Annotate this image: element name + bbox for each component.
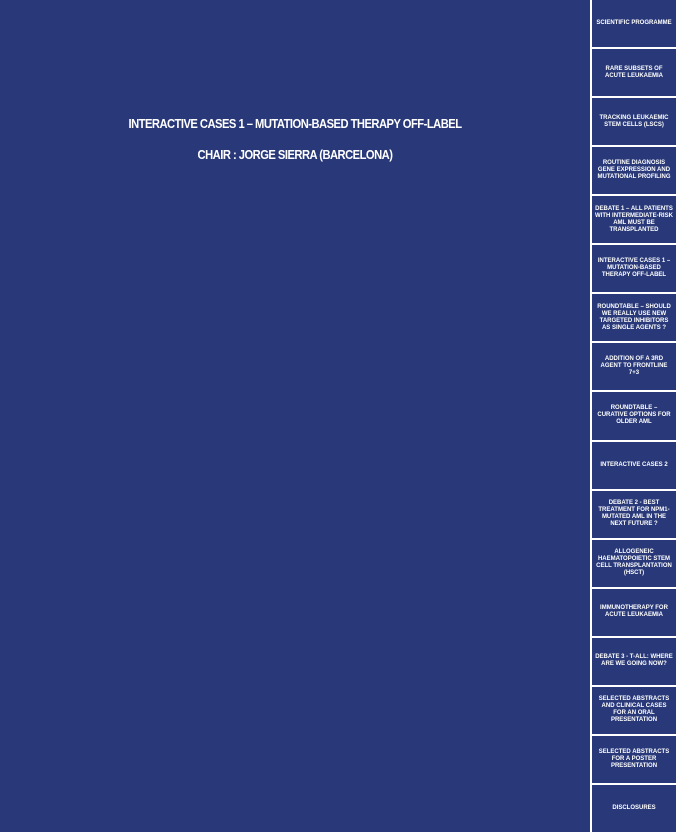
programme-sidebar (592, 0, 676, 832)
sidebar-item-allogeneic-hsct[interactable] (592, 540, 676, 587)
sidebar-item-roundtable-older-aml[interactable] (592, 392, 676, 439)
sidebar-item-debate-1[interactable] (592, 196, 676, 243)
sidebar-item-roundtable-targeted-inhibitors[interactable] (592, 294, 676, 341)
sidebar-item-debate-2[interactable] (592, 491, 676, 538)
sidebar-item-tracking-lscs[interactable] (592, 98, 676, 145)
sidebar-item-selected-abstracts-poster[interactable] (592, 736, 676, 783)
sidebar-item-debate-3[interactable] (592, 638, 676, 685)
sidebar-item-interactive-cases-1[interactable] (592, 245, 676, 292)
session-title: INTERACTIVE CASES 1 – MUTATION-BASED THERAPY OFF-LABEL (128, 116, 462, 131)
sidebar-item-immunotherapy[interactable] (592, 589, 676, 636)
sidebar-item-label: ADDITION OF A 3RD AGENT TO FRONTLINE 7+3 (600, 356, 668, 377)
sidebar-item-label: INTERACTIVE CASES 1 – MUTATION-BASED THERAPY OFF-LABEL (597, 258, 671, 279)
sidebar-item-label: DISCLOSURES (612, 804, 656, 811)
sidebar-item-scientific-programme[interactable] (592, 0, 676, 47)
sidebar-item-label: SCIENTIFIC PROGRAMME (596, 20, 672, 27)
sidebar-item-label: SELECTED ABSTRACTS AND CLINICAL CASES FOR AN ORAL PRESENTATION (598, 696, 670, 724)
sidebar-item-label: ALLOGENEIC HAEMATOPOIETIC STEM CELL TRANSPLANTATION (HSCT) (596, 549, 672, 577)
sidebar-item-routine-diagnosis[interactable] (592, 147, 676, 194)
sidebar-item-disclosures[interactable] (592, 785, 676, 832)
sidebar-item-label: TRACKING LEUKAEMIC STEM CELLS (LSCS) (599, 114, 669, 128)
sidebar-item-label: DEBATE 1 – ALL PATIENTS WITH INTERMEDIATE-RISK AML MUST BE TRANSPLANTED (595, 205, 673, 233)
sidebar-item-label: DEBATE 3 - T-ALL: WHERE ARE WE GOING NOW? (595, 654, 673, 668)
sidebar-item-label: IMMUNOTHERAPY FOR ACUTE LEUKAEMIA (600, 605, 668, 619)
sidebar-item-rare-subsets[interactable] (592, 49, 676, 96)
sidebar-item-selected-abstracts-oral[interactable] (592, 687, 676, 734)
sidebar-item-label: INTERACTIVE CASES 2 (600, 461, 668, 468)
sidebar-item-label: ROUNDTABLE – SHOULD WE REALLY USE NEW TARGETED INHIBITORS AS SINGLE AGENTS ? (597, 303, 671, 331)
sidebar-item-label: DEBATE 2 - BEST TREATMENT FOR NPM1-MUTATED AML IN THE NEXT FUTURE ? (598, 500, 670, 528)
sidebar-item-label: RARE SUBSETS OF ACUTE LEUKAEMIA (605, 65, 663, 79)
session-chair: CHAIR : JORGE SIERRA (BARCELONA) (197, 147, 393, 162)
sidebar-item-label: SELECTED ABSTRACTS FOR A POSTER PRESENTATION (598, 748, 670, 769)
sidebar-item-label: ROUNDTABLE – CURATIVE OPTIONS FOR OLDER AML (597, 405, 671, 426)
sidebar-item-label: ROUTINE DIAGNOSIS GENE EXPRESSION AND MUTATIONAL PROFILING (597, 160, 671, 181)
sidebar-item-interactive-cases-2[interactable] (592, 442, 676, 489)
sidebar-item-third-agent[interactable] (592, 343, 676, 390)
